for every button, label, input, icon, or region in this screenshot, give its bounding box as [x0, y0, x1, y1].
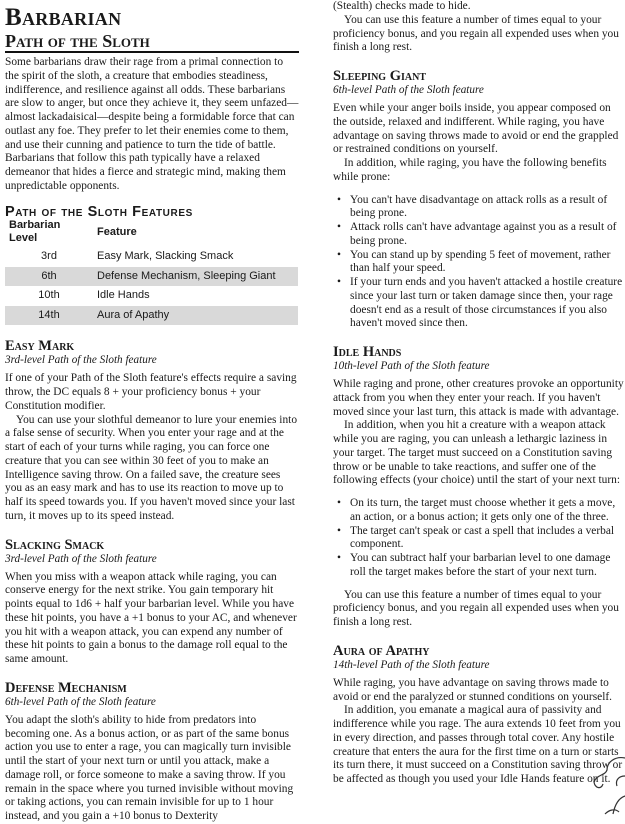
- feature-section: [333, 69, 625, 331]
- feature-heading: Defense Mechanism: [5, 679, 127, 696]
- feature-cell: Idle Hands: [97, 289, 150, 302]
- left-column: [5, 0, 299, 824]
- right-feature-sections: [333, 69, 625, 787]
- paragraph: In addition, you emanate a magical aura of passivity and indifference while you rage. The aura extends 10 feet from you in every direction, and passes through total cover. Any hostile creature that enters the aura for the first time on a turn or starts its turn there, it must succeed on a Constitution saving throw or be affected as though you used your Idle Hands feature on it.: [333, 704, 623, 785]
- feature-level-note: 10th-level Path of the Sloth feature: [333, 360, 490, 372]
- page-title: Barbarian: [5, 4, 122, 31]
- sloth-illustration-icon: [585, 754, 625, 814]
- feature-level-note: 3rd-level Path of the Sloth feature: [5, 552, 157, 565]
- feature-section: [5, 538, 299, 667]
- feature-heading: Sleeping Giant: [333, 68, 426, 84]
- list-item: • Attack rolls can't have advantage against you as a result of being prone.: [333, 221, 625, 249]
- feature-heading: Slacking Smack: [5, 536, 105, 553]
- feature-heading: Aura of Apathy: [333, 642, 430, 659]
- paragraph: When you miss with a weapon attack while raging, you can conserve energy for the next strike. You gain temporary hit points equal to 1d6 + half your barbarian level. While you have these hit points, you have a +1 bonus to your AC, and whenever you hit with a weapon attack, you can expend any number of these hit points to gain a bonus to the damage roll equal to the same amount.: [5, 570, 297, 665]
- paragraph: You can use this feature a number of times equal to your proficiency bonus, and you regain all expended uses when you finish a long rest.: [333, 13, 619, 54]
- defense-mechanism-continuation: [333, 0, 625, 55]
- feature-heading: Easy Mark: [5, 338, 75, 355]
- list-item: • You can't have disadvantage on attack rolls as a result of being prone.: [333, 194, 625, 222]
- paragraph: You can use your slothful demeanor to lure your enemies into a false sense of security. When you enter your rage and at the start of each of your turns while raging, you can force one creature that you can see within 30 feet of you to make an Intelligence saving throw. On a failed save, the creature sees you as an easy mark and has to use its reaction to move up to half its speed towards you. If you haven't moved since your last turn, it moves up to its speed instead.: [5, 413, 298, 522]
- bullet-list: [333, 194, 625, 332]
- subclass-title: Path of the Sloth: [5, 31, 299, 53]
- feature-level-note: 6th-level Path of the Sloth feature: [5, 695, 156, 708]
- paragraph: If one of your Path of the Sloth feature's effects require a saving throw, the DC equals 8 + your proficiency bonus + your Constitution modifier.: [5, 372, 297, 412]
- feature-cell: Defense Mechanism, Sleeping Giant: [93, 267, 298, 287]
- feature-level-note: 14th-level Path of the Sloth feature: [333, 658, 490, 671]
- level-cell: 6th: [5, 267, 93, 287]
- feature-section: [333, 345, 625, 630]
- paragraph: In addition, when you hit a creature with a weapon attack while you are raging, you can unleash a lethargic laziness in your target. The target must succeed on a Constitution saving throw or be unable to take reactions, and suffer one of the following effects (your choice) until the start of your next turn:: [333, 419, 621, 487]
- level-cell: 10th: [38, 289, 60, 302]
- feature-cell: Aura of Apathy: [93, 306, 298, 326]
- table-row: [5, 306, 298, 326]
- list-item: • You can subtract half your barbarian level to one damage roll the target makes before the start of your next turn.: [333, 552, 625, 580]
- paragraph: Even while your anger boils inside, you appear composed on the outside, relaxed and indifferent. While raging, you have advantage on saving throws made to avoid or end the grappled or restrained conditions on yourself.: [333, 102, 619, 156]
- table-row: [5, 286, 298, 306]
- feature-cell: Easy Mark, Slacking Smack: [97, 250, 234, 263]
- paragraph: You can use this feature a number of times equal to your proficiency bonus, and you regain all expended uses when you finish a long rest.: [333, 588, 619, 628]
- paragraph: (Stealth) checks made to hide.: [333, 0, 471, 12]
- feature-section: [333, 644, 625, 787]
- table-title: Path of the Sloth Features: [5, 203, 193, 220]
- paragraph: While raging, you have advantage on saving throws made to avoid or end the paralyzed or stunned conditions on yourself.: [333, 676, 612, 703]
- features-table: [5, 219, 298, 325]
- feature-section: [5, 681, 299, 824]
- table-header-level: Barbarian Level: [9, 219, 61, 245]
- level-cell: 14th: [5, 306, 93, 326]
- table-row: [5, 247, 298, 267]
- feature-section: [5, 339, 299, 523]
- list-item: • The target can't speak or cast a spell that includes a verbal component.: [333, 525, 625, 553]
- list-item: • You can stand up by spending 5 feet of movement, rather than half your speed.: [333, 249, 625, 277]
- paragraph: You adapt the sloth's ability to hide from predators into becoming one. As a bonus action, or as part of the same bonus action you use to enter a rage, you can magically turn invisible until the start of your next turn or until you attack, make a damage roll, or force someone to make a saving throw. If you remain in the space where you turned invisible without moving or taking actions, you can remain invisible for up to 1 hour instead, and you gain a +10 bonus to Dexterity: [5, 713, 294, 822]
- feature-level-note: 6th-level Path of the Sloth feature: [333, 84, 484, 96]
- feature-heading: Idle Hands: [333, 344, 402, 360]
- paragraph: While raging and prone, other creatures provoke an opportunity attack from you when they enter your reach. If you haven't moved since your last turn, this attack is made with advantage.: [333, 378, 624, 418]
- table-header-feature: Feature: [97, 225, 137, 238]
- right-column: [333, 0, 625, 787]
- intro-paragraph: Some barbarians draw their rage from a primal connection to the spirit of the sloth, a creature that embodies steadiness, indifference, and resilience against all odds. These barbarians are slow to anger, but once they achieve it, they seem unfazed—almost lackadaisical—despite being a formidable force that can outlast any foe. They prefer to let their enemies come to them, and use their cunning and patience to turn the tide of battle. Barbarians that follow this path typically have a relaxed demeanor that hides a fierce and strategic mind, making them unpredictable opponents.: [5, 56, 299, 192]
- table-row: [5, 267, 298, 287]
- paragraph: In addition, while raging, you have the following benefits while prone:: [333, 157, 607, 183]
- left-feature-sections: [5, 339, 299, 824]
- level-cell: 3rd: [41, 250, 57, 263]
- list-item: • On its turn, the target must choose whether it gets a move, an action, or a bonus action; it gets only one of the three.: [333, 497, 625, 525]
- bullet-list: [333, 497, 625, 580]
- list-item: • If your turn ends and you haven't attacked a hostile creature since your last turn or taken damage since then, your rage doesn't end as a result of those circumstances if you also haven't moved since then.: [333, 276, 625, 331]
- feature-level-note: 3rd-level Path of the Sloth feature: [5, 354, 157, 367]
